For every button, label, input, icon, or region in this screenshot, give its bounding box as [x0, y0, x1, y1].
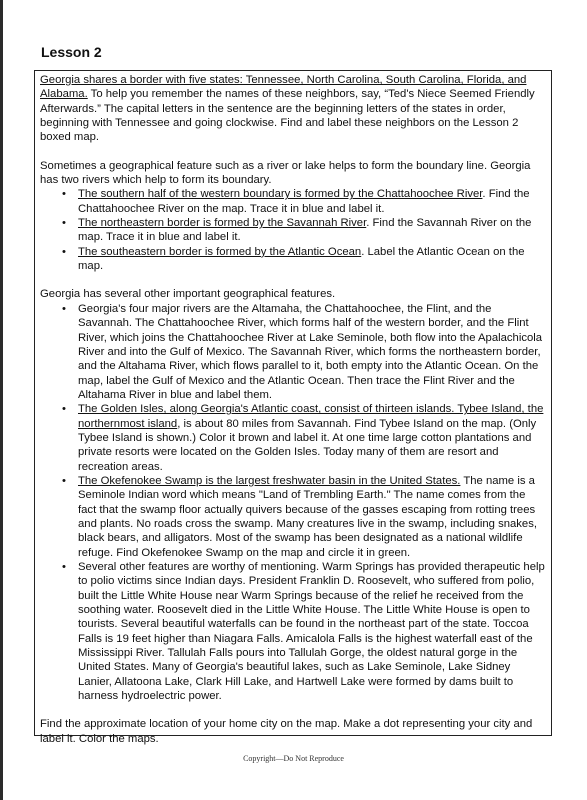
- rivers-intro: Sometimes a geographical feature such as a river or lake helps to form the boundary line. Georgia has two rivers which help to form its boundary.: [40, 159, 531, 187]
- list-item: • The Golden Isles, along Georgia's Atlantic coast, consist of thirteen islands. Tybee Island, the northernmost island, is about 80 miles from Savannah. Find Tybee Island on the map. (Only Tybee Island is shown.) Color it brown and label it. At one time large cotton plantations and private resorts were located on the Golden Isles. Today many of them are resort and recreation areas.: [78, 402, 546, 474]
- page-edge: [0, 0, 3, 800]
- intro-text: To help you remember the names of these neighbors, say, “Ted's Niece Seemed Friendly Afterwards.” The capital letters in the sentence are the beginning letters of the states in order, beginning with Tennessee and going clockwise. Find and label these neighbors on the Lesson 2 boxed map.: [40, 88, 535, 144]
- list-item: • The southern half of the western boundary is formed by the Chattahoochee River. Find the Chattahoochee River on the map. Trace it in blue and label it.: [78, 187, 546, 216]
- features-list: [40, 302, 546, 704]
- intro-underlined: Georgia shares a border with five states: Tennessee, North Carolina, South Carolina, Florida, and Alabama.: [40, 74, 527, 101]
- lesson-title: Lesson 2: [41, 44, 102, 60]
- list-item: • The Okefenokee Swamp is the largest freshwater basin in the United States. The name is a Seminole Indian word which means "Land of Trembling Earth." The name comes from the fact that the swamp floor actually quivers because of the gasses escaping from rotting trees and plants. No roads cross the swamp. Many creatures live in the swamp, including snakes, black bears, and alligators. Most of the swamp has been designated as a national wildlife refuge. Find Okefenokee Swamp on the map and circle it in green.: [78, 474, 546, 560]
- list-item: • Georgia's four major rivers are the Altamaha, the Chattahoochee, the Flint, and the Savannah. The Chattahoochee River, which forms half of the western border, and the Flint River, which joins the Chattahoochee River at Lake Seminole, both flow into the Apalachicola River and into the Gulf of Mexico. The Savannah River, which forms the northeastern border, and the Altahama River, which flows parallel to it, both empty into the Atlantic Ocean. On the map, label the Gulf of Mexico and the Atlantic Ocean. Then trace the Flint River and the Altahama River in blue and label them.: [78, 302, 546, 402]
- intro-paragraph: [40, 73, 546, 145]
- list-item: • The southeastern border is formed by the Atlantic Ocean. Label the Atlantic Ocean on the map.: [78, 245, 546, 274]
- lesson-box: [34, 70, 552, 745]
- copyright-footer: Copyright—Do Not Reproduce: [243, 754, 344, 763]
- list-item: • Several other features are worthy of mentioning. Warm Springs has provided therapeutic help to polio victims since Indian days. President Franklin D. Roosevelt, who suffered from polio, built the Little White House near Warm Springs because of the relief he received from the soothing water. Roosevelt died in the Little White House. The Little White House is open to tourists. Several beautiful waterfalls can be found in the northeast part of the state. Toccoa Falls is 19 feet higher than Niagara Falls. Amicalola Falls is the highest waterfall east of the Mississippi River. Tallulah Falls pours into Tallulah Gorge, the oldest natural gorge in the United States. Many of Georgia's beautiful lakes, such as Lake Seminole, Lake Sidney Lanier, Allatoona Lake, Clark Hill Lake, and Hartwell Lake were formed by dams built to harness hydroelectric power.: [78, 560, 546, 703]
- closing-paragraph: Find the approximate location of your home city on the map. Make a dot representing your city and label it. Color the maps.: [40, 718, 533, 745]
- boundary-list: [40, 187, 546, 273]
- list-item: • The northeastern border is formed by the Savannah River. Find the Savannah River on the map. Trace it in blue and label it.: [78, 216, 546, 245]
- features-intro: Georgia has several other important geographical features.: [40, 288, 336, 301]
